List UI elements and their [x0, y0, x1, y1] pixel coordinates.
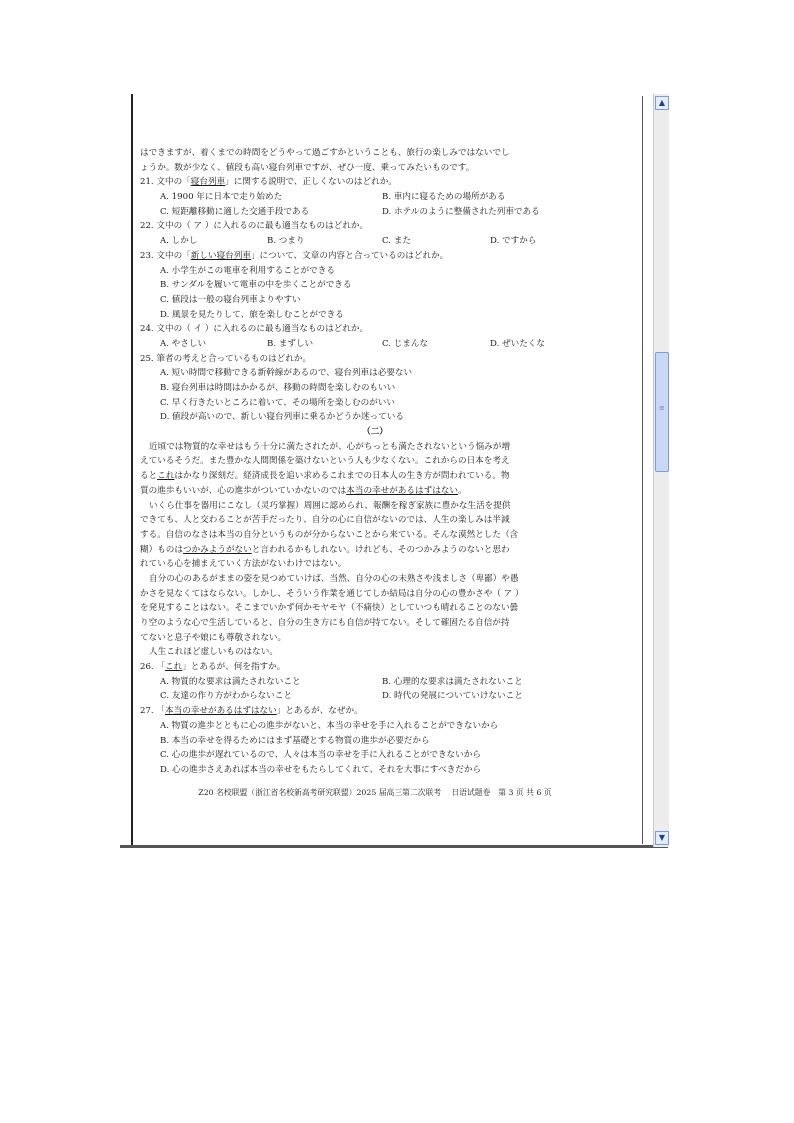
option-c: [140, 748, 610, 763]
passage-text: 質の進歩もいいが、心の進歩がついていかないのでは: [140, 485, 347, 496]
passage-text: 。: [458, 485, 467, 496]
option-c: [140, 396, 610, 411]
option-b: B. まずしい: [267, 338, 314, 349]
passage-line: [140, 469, 610, 484]
passage-line: [140, 484, 610, 499]
scrollbar-thumb[interactable]: [655, 352, 669, 472]
option-a: A. 物質的な要求は満たされないこと: [160, 676, 301, 687]
question-22: 22. 文中の（ ア ）に入れるのに最も適当なものはどれか。: [140, 221, 369, 232]
option-c: C. 短距離移動に適した交通手段である: [160, 206, 310, 217]
option-text: C. 早く行きたいところに着いて、その場所を楽しむのがいい: [160, 397, 395, 408]
passage-line: り空のような心で生活していると、自分の生き方にも自信が持てない。そして確固たる自信が持: [140, 618, 510, 628]
page-right-edge: [642, 96, 643, 844]
scroll-down-arrow-icon[interactable]: ▼: [655, 831, 669, 845]
grip-icon: ≡: [659, 404, 665, 412]
passage-line: てないと息子や娘にも尊敬されない。: [140, 632, 287, 643]
option-a: A. やさしい: [160, 338, 207, 349]
option-a: [140, 719, 610, 734]
passage-line: はできますが、着くまでの時間をどうやって過ごすかということも、旅行の楽しみではないでし: [140, 148, 510, 158]
question-text: 」について、文章の内容と合っているのはどれか。: [250, 250, 449, 261]
option-d: [140, 410, 610, 425]
passage-line: れている心を捕まえていく方法がないわけではない。: [140, 559, 347, 570]
question-21: [140, 175, 610, 190]
question-text: 21. 文中の「: [140, 177, 191, 188]
question-text: 」に関する説明で、正しくないのはどれか。: [225, 177, 397, 188]
scroll-up-arrow-icon[interactable]: ▲: [655, 96, 669, 110]
question-24: 24. 文中の（ イ ）に入れるのに最も適当なものはどれか。: [140, 324, 369, 335]
option-text: B. サンダルを履いて電車の中を歩くことができる: [160, 280, 352, 291]
section-title: （二）: [362, 427, 388, 438]
passage-line: する。自信のなさは本当の自分というものが分からないことから来ている。そんな漠然とした（含: [140, 529, 519, 540]
option-b: B. つまり: [267, 236, 305, 247]
passage-line: を発見することはない。そこまでいかず何かモヤモヤ（不痛快）としていつも晴れることのない曇: [140, 603, 519, 614]
options-row: [140, 337, 610, 352]
passage-line: 人生これほど虚しいものはない。: [149, 647, 278, 658]
question-text: 26. 「: [140, 662, 165, 673]
underlined-term: 本当の幸せがあるはずはない: [346, 485, 458, 496]
question-text: 27. 「: [140, 706, 165, 717]
option-text: C. 値段は一般の寝台列車よりやすい: [160, 294, 301, 305]
underlined-term: 本当の幸せがあるはずはない: [165, 706, 277, 717]
passage-line: できても、人と交わることが苦手だったり、自分の心に自信がないのでは、人生の楽しみは半減: [140, 515, 510, 526]
option-b: B. 車内に寝るための場所がある: [382, 192, 506, 203]
underlined-term: 寝台列車: [190, 177, 226, 188]
option-c: C. じまんな: [382, 338, 429, 349]
option-d: [140, 308, 610, 323]
page-left-edge: [131, 94, 133, 846]
underlined-term: これ: [157, 471, 175, 482]
question-text: 23. 文中の「: [140, 250, 191, 261]
option-d: D. 時代の発展についていけないこと: [382, 691, 523, 702]
option-d: D. ですから: [490, 236, 537, 247]
option-text: B. 本当の幸せを得るためにはまず基礎とする物質の進歩が必要だから: [160, 735, 430, 746]
option-b: [140, 278, 610, 293]
option-text: D. 風景を見たりして、旅を楽しむことができる: [160, 309, 344, 320]
option-a: [140, 264, 610, 279]
option-d: D. ぜいたくな: [490, 338, 546, 349]
vertical-scrollbar[interactable]: [653, 94, 669, 847]
question-25: 25. 筆者の考えと合っているものはどれか。: [140, 353, 312, 364]
option-c: [140, 293, 610, 308]
passage-line: ょうか。数が少なく、値段も高い寝台列車ですが、ぜひ一度、乗ってみたいものです。: [140, 162, 475, 173]
passage-line: えているそうだ。また豊かな人間関係を築けないという人も少なくない。これからの日本を考え: [140, 456, 510, 467]
passage-text: ると: [140, 471, 158, 482]
option-b: [140, 381, 610, 396]
question-text: 」とあるが、なぜか。: [276, 706, 363, 717]
option-d: [140, 763, 610, 778]
option-text: C. 心の進歩が遅れているので、人々は本当の幸せを手に入れることができないから: [160, 750, 481, 761]
passage-line: [140, 543, 610, 558]
option-text: B. 寝台列車は時間はかかるが、移動の時間を楽しむのもいい: [160, 383, 396, 393]
passage-text: 糊）ものは: [140, 544, 183, 555]
passage-line: かさを見なくてはならない。しかし、そういう作業を通じてしか結局は自分の心の豊かさや（ ア ）: [140, 588, 524, 599]
passage-line: いくら仕事を器用にこなし（灵巧掌握）周囲に認められ、報酬を稼ぎ家族に豊かな生活を提供: [149, 500, 511, 511]
option-a: [140, 366, 610, 381]
option-b: B. 心理的な要求は満たされないこと: [382, 676, 523, 687]
options-row: [140, 190, 610, 205]
option-text: D. 心の進歩さえあれば本当の幸せをもたらしてくれて、それを大事にすべきだから: [160, 764, 482, 775]
passage-line: 近頃では物質的な幸せはもう十分に満たされたが、心がちっとも満たされないという悩みが増: [149, 441, 510, 452]
passage-text: と言われるかもしれない。けれども、そのつかみようのないと思わ: [251, 544, 510, 555]
underlined-term: これ: [165, 662, 183, 673]
viewer-bottom-edge: [120, 845, 668, 848]
page-footer: Z20 名校联盟（浙江省名校新高考研究联盟）2025 届高三第二次联考 日语试题卷 第 3 页 共 6 页: [198, 788, 552, 797]
question-text: 」とあるが、何を指すか。: [182, 662, 286, 673]
options-row: [140, 689, 610, 704]
options-row: [140, 234, 610, 249]
options-row: [140, 205, 610, 220]
passage-text: はかなり深刻だ。経済成長を追い求めるこれまでの日本人の生き方が問われている。物: [174, 471, 510, 482]
option-c: C. また: [382, 236, 411, 247]
underlined-term: 新しい寝台列車: [190, 250, 251, 261]
option-a: A. しかし: [160, 236, 198, 247]
underlined-term: つかみようがない: [182, 544, 252, 555]
exam-page-content: [140, 146, 610, 778]
option-b: [140, 734, 610, 749]
option-c: C. 友達の作り方がわからないこと: [160, 691, 293, 702]
option-text: D. 値段が高いので、新しい寝台列車に乗るかどうか迷っている: [160, 412, 404, 423]
question-27: [140, 704, 610, 719]
question-26: [140, 660, 610, 675]
question-23: [140, 249, 610, 264]
option-text: A. 小学生がこの電車を利用することができる: [160, 265, 335, 276]
option-d: D. ホテルのように整備された列車である: [382, 206, 540, 217]
passage-line: 自分の心のあるがままの姿を見つめていけば、当然、自分の心の未熟さや浅ましさ（卑鄙）や愚: [149, 573, 519, 584]
option-text: A. 物質の進歩とともに心の進歩がないと、本当の幸せを手に入れることができないから: [160, 720, 499, 731]
options-row: [140, 675, 610, 690]
option-text: A. 短い時間で移動できる新幹線があるので、寝台列車は必要ない: [160, 368, 413, 379]
option-a: A. 1900 年に日本で走り始めた: [160, 192, 283, 203]
